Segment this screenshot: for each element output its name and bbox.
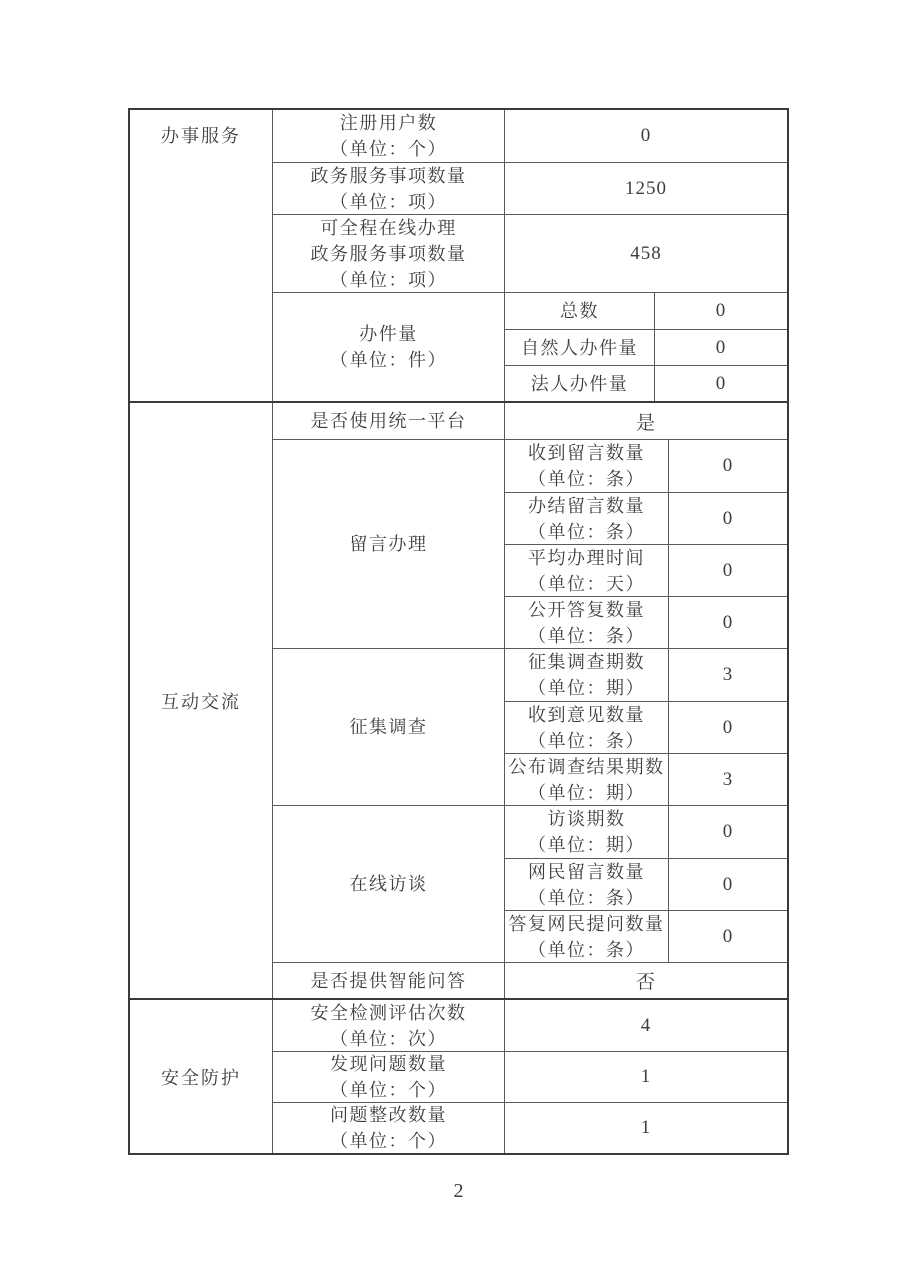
section-body-interaction <box>273 403 787 998</box>
group-label-text: 征集调查 <box>349 717 428 737</box>
subrow-unit-text: （单位：条） <box>528 939 645 960</box>
table-row <box>273 110 787 162</box>
subrow-value: 0 <box>722 507 734 529</box>
group-label-message-handling <box>273 440 505 648</box>
subrow <box>505 596 787 648</box>
section-security <box>130 998 787 1153</box>
group-row-message-handling <box>273 439 787 648</box>
group-label-text: 在线访谈 <box>349 874 428 894</box>
row-label-smart-qa <box>273 963 505 998</box>
subrow-label-text: 办结留言数量 <box>528 495 645 516</box>
subrow-value: 3 <box>722 664 734 685</box>
table-row <box>273 162 787 214</box>
subrow-value: 0 <box>715 372 727 394</box>
subrow-value: 0 <box>722 455 734 476</box>
subrow-label-text: 答复网民提问数量 <box>508 913 665 934</box>
subrow-unit-text: （单位：条） <box>528 521 645 542</box>
subrow-label-text: 公布调查结果期数 <box>508 756 665 777</box>
subrow <box>505 806 787 858</box>
row-label-security-checks <box>273 1000 505 1051</box>
subrow-label <box>505 702 669 753</box>
subrow-unit-text: （单位：期） <box>528 835 645 855</box>
table-row <box>273 1000 787 1051</box>
subrow-value: 3 <box>722 768 734 790</box>
section-body-security <box>273 1000 787 1153</box>
subrow-label <box>505 649 669 701</box>
subrow-label-text: 公开答复数量 <box>528 599 645 620</box>
subrow-value: 0 <box>722 821 734 842</box>
subrow <box>505 492 787 544</box>
group-label-text: 办件量 <box>359 324 418 344</box>
subrow-label <box>505 545 669 596</box>
row-label-text: 可全程在线办理 <box>320 217 457 238</box>
subrow-label: 法人办件量 <box>505 366 655 401</box>
subrow-label-text: 网民留言数量 <box>528 861 645 882</box>
subrow <box>505 365 787 401</box>
group-label-survey <box>273 649 505 805</box>
subrow-unit-text: （单位：期） <box>528 782 645 803</box>
row-label-text: 发现问题数量 <box>330 1054 447 1074</box>
section-label-service: 办事服务 <box>130 110 273 401</box>
row-value: 否 <box>635 972 656 993</box>
subrow-label <box>505 754 669 805</box>
subrow-value: 0 <box>722 611 734 633</box>
subrow <box>505 753 787 805</box>
subrow-label <box>505 806 669 858</box>
subrow-label-text: 平均办理时间 <box>528 547 645 568</box>
table-row <box>273 403 787 439</box>
subrow-label: 总数 <box>505 293 655 329</box>
subrow-label-text: 收到意见数量 <box>528 704 645 725</box>
section-body-service <box>273 110 787 401</box>
table-row <box>273 1051 787 1102</box>
row-label-issues-found <box>273 1052 505 1102</box>
group-label-banjianliang <box>273 293 505 401</box>
row-unit-text: （单位：次） <box>330 1028 447 1049</box>
section-interaction <box>130 401 787 998</box>
row-label-issues-fixed <box>273 1103 505 1153</box>
subrow-unit-text: （单位：期） <box>528 678 645 698</box>
subrow-unit-text: （单位：条） <box>528 887 645 908</box>
row-label-unified-platform <box>273 403 505 439</box>
section-service <box>130 110 787 401</box>
row-label-text: 政务服务事项数量 <box>310 165 467 186</box>
row-unit-text: （单位：个） <box>330 139 447 159</box>
row-value: 458 <box>630 242 662 264</box>
group-unit-text: （单位：件） <box>330 350 447 370</box>
subrow-column <box>505 293 787 401</box>
group-label-text: 留言办理 <box>349 534 428 554</box>
row-label-online-items <box>273 215 505 292</box>
row-value: 0 <box>640 125 652 146</box>
subrow-label: 自然人办件量 <box>505 330 655 365</box>
subrow-label <box>505 859 669 910</box>
subrow-unit-text: （单位：条） <box>528 469 645 489</box>
row-label-registered-users <box>273 110 505 162</box>
subrow-column <box>505 649 787 805</box>
subrow-value: 0 <box>722 925 734 947</box>
subrow-unit-text: （单位：条） <box>528 625 645 646</box>
subrow-label <box>505 493 669 544</box>
subrow-column <box>505 440 787 648</box>
subrow <box>505 649 787 701</box>
subrow <box>505 329 787 365</box>
row-unit-text: （单位：项） <box>330 191 447 212</box>
subrow-label <box>505 440 669 492</box>
subrow-label-text: 征集调查期数 <box>528 652 645 672</box>
annual-report-table <box>128 108 789 1155</box>
subrow <box>505 910 787 962</box>
row-value: 4 <box>640 1014 652 1036</box>
group-row-online-interview <box>273 805 787 962</box>
row-value: 1250 <box>625 177 667 199</box>
subrow-value: 0 <box>715 300 727 321</box>
row-value: 是 <box>635 412 656 434</box>
subrow-unit-text: （单位：条） <box>528 730 645 751</box>
group-row-banjianliang <box>273 292 787 401</box>
subrow-value: 0 <box>722 716 734 738</box>
row-label-service-items <box>273 163 505 214</box>
subrow-label-text: 收到留言数量 <box>528 443 645 463</box>
row-label-text2: 政务服务事项数量 <box>310 243 467 264</box>
row-unit-text: （单位：个） <box>330 1131 447 1151</box>
subrow <box>505 544 787 596</box>
row-label-text: 是否使用统一平台 <box>310 411 467 431</box>
subrow <box>505 440 787 492</box>
subrow <box>505 293 787 329</box>
subrow-label <box>505 911 669 962</box>
group-label-online-interview <box>273 806 505 962</box>
row-label-text: 问题整改数量 <box>330 1105 447 1125</box>
table-row <box>273 214 787 292</box>
subrow-label-text: 访谈期数 <box>547 809 626 829</box>
subrow-unit-text: （单位：天） <box>528 573 645 594</box>
subrow-column <box>505 806 787 962</box>
subrow <box>505 858 787 910</box>
subrow-value: 0 <box>722 873 734 895</box>
subrow-value: 0 <box>722 559 734 581</box>
subrow-label <box>505 597 669 648</box>
subrow-value: 0 <box>715 336 727 358</box>
row-unit-text: （单位：个） <box>330 1080 447 1100</box>
section-label-security: 安全防护 <box>130 1000 273 1153</box>
row-label-text: 是否提供智能问答 <box>310 970 467 991</box>
page-number: 2 <box>453 1180 464 1202</box>
section-label-interaction: 互动交流 <box>130 403 273 998</box>
group-row-survey <box>273 648 787 805</box>
subrow <box>505 701 787 753</box>
row-label-text: 安全检测评估次数 <box>310 1002 467 1023</box>
row-label-text: 注册用户数 <box>339 113 438 133</box>
table-row <box>273 962 787 998</box>
table-row <box>273 1102 787 1153</box>
row-value: 1 <box>640 1066 652 1087</box>
row-unit-text: （单位：项） <box>330 269 447 290</box>
row-value: 1 <box>640 1117 652 1138</box>
